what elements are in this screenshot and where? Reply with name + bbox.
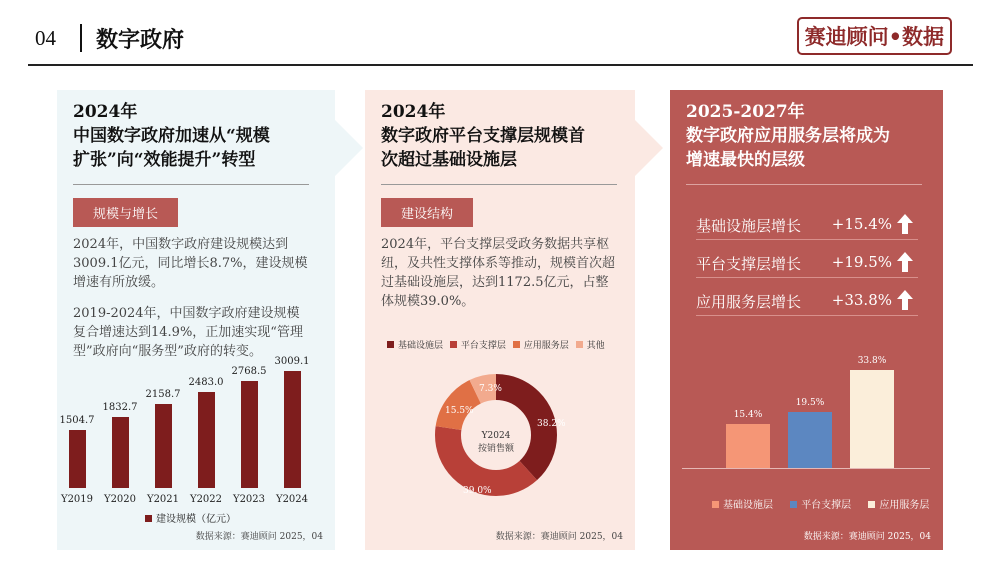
brand-logo: 赛迪顾问•数据 (797, 17, 952, 55)
donut-center-line: Y2024 (481, 431, 511, 441)
legend-label: 应用服务层 (879, 500, 930, 511)
panel2-title-line: 次超过基础设施层 (381, 150, 517, 170)
legend-swatch (576, 341, 583, 348)
bar-value-label: 1832.7 (102, 401, 138, 413)
bar (850, 370, 894, 468)
growth-label: 基础设施层增长 (696, 217, 802, 235)
bar (69, 430, 86, 488)
legend-label: 平台支撑层 (460, 341, 506, 351)
header-divider (80, 24, 82, 52)
up-arrow-icon (896, 251, 914, 273)
header-rule (28, 64, 973, 66)
section-number: 04 (35, 26, 56, 50)
bar (198, 392, 215, 488)
structure-panel (365, 90, 635, 550)
bar-value-label: 2483.0 (188, 376, 224, 388)
legend-label: 平台支撑层 (801, 500, 852, 511)
chart3-legend (712, 496, 943, 511)
panel-arrow (635, 120, 663, 176)
panel1-paragraph-1: 2024年，中国数字政府建设规模达到3009.1亿元，同比增长8.7%，建设规模增速有所放缓。 (73, 237, 308, 290)
legend-label: 其他 (586, 341, 605, 351)
panel1-title-line: 扩张”向“效能提升”转型 (73, 150, 256, 170)
slice-label: 15.5% (445, 406, 474, 416)
scale-growth-tag: 规模与增长 (73, 198, 178, 227)
up-arrow-icon (896, 213, 914, 235)
bar-value-label: 1504.7 (59, 414, 95, 426)
x-tick-label: Y2021 (146, 494, 180, 505)
legend-label: 建设规模（亿元） (156, 514, 236, 525)
x-tick-label: Y2024 (275, 494, 309, 505)
chart2-legend (387, 338, 609, 351)
panel2-title (381, 100, 585, 172)
legend-swatch (712, 501, 719, 508)
bar-value-label: 15.4% (733, 409, 763, 420)
donut-center-label (468, 430, 524, 456)
growth-value: +19.5% (831, 253, 892, 271)
slice-label: 39.0% (463, 486, 492, 496)
panel3-title (686, 100, 890, 172)
chart3-axis (682, 468, 930, 469)
growth-row-platform (696, 250, 918, 278)
growth-row-infrastructure (696, 212, 918, 240)
legend-swatch (513, 341, 520, 348)
legend-swatch (145, 515, 152, 522)
bar (112, 417, 129, 488)
panel2-paragraph: 2024年，平台支撑层受政务数据共享枢纽，及共性支撑体系等推动，规模首次超过基础设施层，达到1172.5亿元，占整体规模39.0%。 (381, 237, 616, 309)
bar (788, 412, 832, 468)
bar-value-label: 19.5% (795, 397, 825, 408)
panel3-title-line: 数字政府应用服务层将成为 (686, 126, 890, 146)
up-arrow-icon (896, 289, 914, 311)
panel1-paragraph-2: 2019-2024年，中国数字政府建设规模复合增速达到14.9%，正加速实现“管理型”政府向“服务型”政府的转变。 (73, 306, 303, 359)
legend-swatch (868, 501, 875, 508)
panel3-title-line: 2025-2027年 (686, 102, 805, 122)
panel-arrow (335, 120, 363, 176)
bar-value-label: 2158.7 (145, 389, 181, 401)
growth-label: 平台支撑层增长 (696, 255, 802, 273)
forecast-panel (670, 90, 943, 550)
legend-swatch (387, 341, 394, 348)
panel2-title-line: 2024年 (381, 102, 446, 122)
bar-value-label: 3009.1 (274, 356, 310, 368)
panel2-divider (381, 184, 617, 185)
chart1-legend (145, 510, 236, 525)
legend-label: 基础设施层 (398, 341, 444, 351)
panel1-title-line: 2024年 (73, 102, 138, 122)
panel1-title-line: 中国数字政府加速从“规模 (73, 126, 270, 146)
legend-label: 应用服务层 (523, 341, 569, 351)
bar (284, 371, 301, 488)
panel2-source: 数据来源：赛迪顾问 2025，04 (495, 532, 623, 542)
growth-value: +33.8% (831, 291, 892, 309)
x-tick-label: Y2019 (60, 494, 94, 505)
panel3-source: 数据来源：赛迪顾问 2025，04 (803, 532, 931, 542)
slice-label: 7.3% (479, 384, 502, 394)
panel2-title-line: 数字政府平台支撑层规模首 (381, 126, 585, 146)
bar-value-label: 33.8% (857, 356, 887, 367)
legend-label: 基础设施层 (723, 500, 773, 511)
panel1-source: 数据来源：赛迪顾问 2025，04 (195, 532, 323, 542)
panel3-divider (686, 184, 922, 185)
page-title: 数字政府 (96, 27, 185, 53)
panel1-divider (73, 184, 309, 185)
legend-swatch (450, 341, 457, 348)
bar (726, 424, 770, 468)
structure-tag: 建设结构 (381, 198, 473, 227)
bar (155, 404, 172, 488)
bar-value-label: 2768.5 (231, 365, 267, 377)
growth-row-application (696, 288, 918, 316)
growth-value: +15.4% (831, 215, 892, 233)
x-tick-label: Y2023 (232, 494, 266, 505)
bar (241, 381, 258, 488)
legend-swatch (790, 501, 797, 508)
x-tick-label: Y2022 (189, 494, 223, 505)
growth-label: 应用服务层增长 (696, 293, 802, 311)
panel1-title (73, 100, 270, 172)
donut-center-line: 按销售额 (477, 444, 514, 454)
slice-label: 38.2% (537, 419, 566, 429)
scale-growth-panel (57, 90, 335, 550)
x-tick-label: Y2020 (103, 494, 137, 505)
panel3-title-line: 增速最快的层级 (686, 150, 805, 170)
